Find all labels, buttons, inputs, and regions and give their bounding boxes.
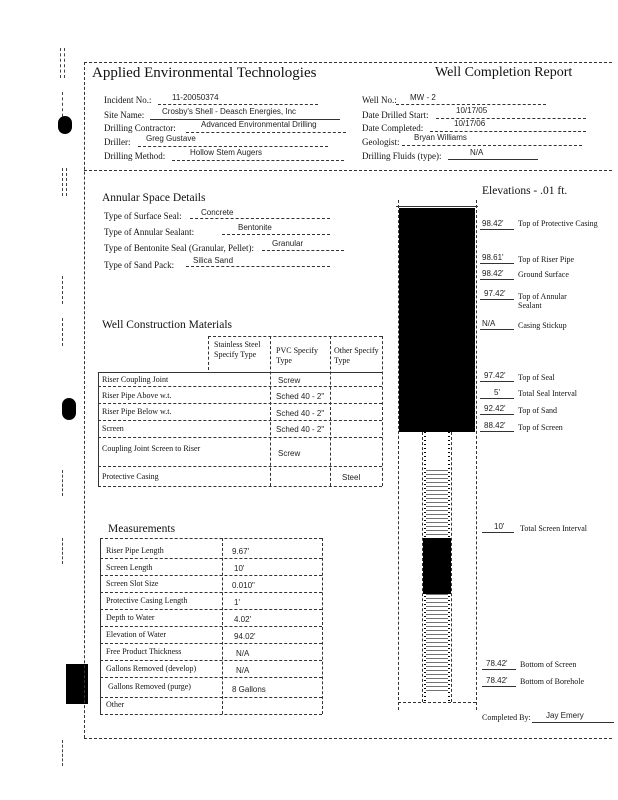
elev-underline — [480, 299, 514, 300]
row-screen-label: Screen — [102, 424, 124, 433]
geologist-value: Bryan Williams — [414, 133, 467, 142]
completed-by-label: Completed By: — [482, 713, 531, 722]
bentonite-seal-line — [262, 250, 344, 251]
table-header-top — [208, 336, 382, 337]
drilling-fluids-label: Drilling Fluids (type): — [362, 151, 442, 161]
elev-underline — [480, 414, 514, 415]
drilling-fluids-value: N/A — [470, 148, 484, 157]
elev-screen-interval-label: Total Screen Interval — [520, 524, 587, 533]
row-divider — [98, 403, 382, 404]
elev-annular-value: 97.42' — [484, 289, 506, 298]
meas-gallons-develop-label: Gallons Removed (develop) — [106, 664, 197, 673]
borehole-right-wall — [476, 200, 477, 710]
table-header-bottom — [98, 372, 382, 373]
meas-riser-length-label: Riser Pipe Length — [106, 546, 164, 555]
bentonite-seal-value: Granular — [272, 239, 304, 248]
driller-line — [138, 146, 328, 147]
table-bottom — [98, 486, 382, 487]
elev-bottom-borehole-value: 78.42' — [486, 676, 508, 685]
elev-seal-interval-value: 5' — [494, 388, 500, 397]
scan-margin-mark — [62, 168, 63, 196]
ground-surface-line — [396, 206, 478, 207]
meas-protective-casing-value: 1' — [234, 598, 240, 607]
meas-row-divider — [100, 643, 322, 644]
frame-left — [84, 62, 85, 738]
annular-sealant-line — [222, 234, 330, 235]
elev-underline — [480, 398, 514, 399]
elev-bottom-screen-value: 78.42' — [486, 659, 508, 668]
meas-slot-size-label: Screen Slot Size — [106, 579, 159, 588]
bentonite-seal-label: Type of Bentonite Seal (Granular, Pellet): — [104, 243, 254, 253]
screen-fill — [423, 538, 451, 594]
drilling-method-value: Hollow Stem Augers — [190, 148, 263, 157]
meas-screen-length-label: Screen Length — [106, 563, 153, 572]
meas-row-divider — [100, 626, 322, 627]
scan-margin-mark — [62, 538, 63, 564]
punch-hole — [58, 116, 72, 134]
well-no-label: Well No.: — [362, 95, 397, 105]
header-divider — [84, 170, 612, 171]
driller-value: Greg Gustave — [146, 134, 196, 143]
drilling-fluids-line — [448, 159, 538, 160]
site-name-value: Crosby's Shell - Deasch Energies, Inc — [162, 107, 297, 116]
table-col-line — [330, 336, 331, 486]
incident-no-label: Incident No.: — [104, 95, 152, 105]
screen-slots — [426, 470, 448, 538]
meas-row-divider — [100, 660, 322, 661]
meas-gallons-develop-value: N/A — [236, 666, 250, 675]
completed-by-line — [532, 722, 614, 723]
elev-top-screen-value: 88.42' — [484, 421, 506, 430]
punch-hole — [62, 398, 76, 420]
screen-slots — [426, 594, 448, 694]
sand-pack-label: Type of Sand Pack: — [104, 260, 175, 270]
scan-margin-mark — [66, 168, 67, 196]
row-riser-coupling-label: Riser Coupling Joint — [102, 375, 169, 384]
table-left-border — [98, 372, 99, 486]
elev-top-riser-label: Top of Riser Pipe — [518, 255, 575, 264]
elev-underline — [480, 329, 514, 330]
meas-free-product-value: N/A — [236, 649, 250, 658]
meas-slot-size-value: 0.010" — [232, 581, 255, 590]
elev-bottom-screen-label: Bottom of Screen — [520, 660, 577, 669]
construction-title: Well Construction Materials — [102, 319, 233, 331]
row-protective-casing-label: Protective Casing — [102, 472, 159, 481]
elev-top-riser-value: 98.61' — [482, 253, 504, 262]
elev-underline — [480, 431, 514, 432]
date-start-value: 10/17/05 — [456, 106, 488, 115]
elev-annular-label: Top of Annular Sealant — [518, 292, 567, 310]
meas-row-divider — [100, 558, 322, 559]
annular-sealant-value: Bentonite — [238, 223, 272, 232]
elev-top-sand-label: Top of Sand — [518, 406, 557, 415]
measurements-title: Measurements — [108, 523, 176, 535]
row-riser-above-pvc: Sched 40 - 2" — [276, 392, 325, 401]
date-completed-value: 10/17/06 — [454, 119, 486, 128]
meas-gallons-purge-value: 8 Gallons — [232, 685, 266, 694]
scan-margin-mark — [62, 276, 63, 304]
meas-bottom — [100, 714, 322, 715]
elev-top-casing-value: 98.42' — [482, 219, 504, 228]
elev-seal-interval-label: Total Seal Interval — [518, 389, 577, 398]
meas-right-border — [322, 538, 323, 714]
meas-other-label: Other — [106, 700, 125, 709]
well-no-line — [396, 104, 546, 105]
table-col-line — [208, 336, 209, 370]
elev-ground-value: 98.42' — [482, 269, 504, 278]
meas-elev-water-value: 94.02' — [234, 632, 256, 641]
sand-pack-line — [186, 266, 330, 267]
driller-label: Driller: — [104, 137, 131, 147]
table-col-line — [270, 336, 271, 486]
date-start-label: Date Drilled Start: — [362, 110, 429, 120]
scan-margin-mark — [62, 470, 63, 496]
frame-bottom — [84, 738, 612, 739]
annular-title: Annular Space Details — [102, 192, 206, 204]
elev-underline — [480, 229, 514, 230]
elev-top-seal-label: Top of Seal — [518, 373, 555, 382]
elev-underline — [480, 381, 514, 382]
scan-margin-mark — [60, 48, 61, 78]
drilling-contractor-label: Drilling Contractor: — [104, 123, 176, 133]
row-protective-casing-other: Steel — [342, 473, 361, 482]
elev-stickup-value: N/A — [482, 319, 496, 328]
meas-row-divider — [100, 609, 322, 610]
elev-top-screen-label: Top of Screen — [518, 423, 563, 432]
elev-underline — [482, 532, 514, 533]
scan-margin-mark — [62, 740, 63, 766]
geologist-label: Geologist: — [362, 137, 400, 147]
elev-bottom-borehole-label: Bottom of Borehole — [520, 677, 584, 686]
row-divider — [98, 420, 382, 421]
elev-underline — [482, 686, 516, 687]
drilling-contractor-line — [186, 132, 346, 133]
well-no-value: MW - 2 — [410, 93, 436, 102]
company-name: Applied Environmental Technologies — [92, 65, 317, 81]
row-coupling-screen-label: Coupling Joint Screen to Riser — [102, 444, 201, 453]
annular-sealant-label: Type of Annular Sealant: — [104, 227, 195, 237]
meas-row-divider — [100, 592, 322, 593]
meas-depth-water-value: 4.02' — [234, 615, 252, 624]
header-other: Other Specify Type — [334, 346, 379, 365]
header-pvc: PVC Specify Type — [276, 346, 318, 365]
scan-margin-mark — [64, 48, 65, 78]
report-title: Well Completion Report — [435, 65, 573, 80]
row-riser-below-pvc: Sched 40 - 2" — [276, 409, 325, 418]
surface-seal-line — [190, 218, 330, 219]
row-riser-below-label: Riser Pipe Below w.t. — [102, 407, 172, 416]
header-stainless: Stainless Steel Specify Type — [214, 340, 261, 359]
surface-seal-label: Type of Surface Seal: — [104, 211, 182, 221]
meas-riser-length-value: 9.67' — [232, 547, 250, 556]
meas-top — [100, 538, 322, 539]
borehole-bottom — [398, 702, 476, 703]
incident-no-value: 11-20050374 — [172, 93, 219, 102]
incident-no-line — [158, 104, 318, 105]
drilling-method-label: Drilling Method: — [104, 151, 166, 161]
riser-pipe-right — [451, 432, 452, 702]
elev-screen-interval-value: 10' — [494, 522, 505, 531]
elev-underline — [482, 669, 516, 670]
row-riser-coupling-pvc: Screw — [278, 376, 301, 385]
elev-stickup-label: Casing Stickup — [518, 321, 567, 330]
date-completed-label: Date Completed: — [362, 123, 424, 133]
elev-underline — [480, 263, 514, 264]
elev-ground-label: Ground Surface — [518, 270, 569, 279]
drilling-contractor-value: Advanced Environmental Drilling — [201, 120, 317, 129]
drilling-method-line — [172, 160, 344, 161]
meas-protective-casing-label: Protective Casing Length — [106, 596, 188, 605]
meas-gallons-purge-label: Gallons Removed (purge) — [108, 682, 191, 691]
row-riser-above-label: Riser Pipe Above w.t. — [102, 391, 172, 400]
meas-row-divider — [100, 697, 322, 698]
elev-top-seal-value: 97.42' — [484, 371, 506, 380]
geologist-line — [402, 145, 582, 146]
row-coupling-screen-pvc: Screw — [278, 449, 301, 458]
meas-elev-water-label: Elevation of Water — [106, 630, 167, 639]
meas-row-divider — [100, 677, 322, 678]
completed-by-value: Jay Emery — [546, 711, 584, 720]
frame-top — [84, 62, 612, 63]
row-divider — [98, 386, 382, 387]
surface-seal-value: Concrete — [201, 208, 234, 217]
site-name-label: Site Name: — [104, 110, 145, 120]
meas-screen-length-value: 10' — [234, 564, 245, 573]
elevations-title: Elevations - .01 ft. — [482, 185, 568, 197]
elev-top-casing-label: Top of Protective Casing — [518, 219, 598, 228]
meas-depth-water-label: Depth to Water — [106, 613, 155, 622]
date-completed-line — [430, 131, 586, 132]
row-screen-pvc: Sched 40 - 2" — [276, 425, 325, 434]
sand-pack-value: Silica Sand — [193, 256, 234, 265]
row-divider — [98, 466, 382, 467]
elev-top-sand-value: 92.42' — [484, 404, 506, 413]
scan-margin-mark — [62, 318, 63, 346]
meas-free-product-label: Free Product Thickness — [106, 647, 182, 656]
annular-seal-fill — [399, 208, 475, 432]
meas-row-divider — [100, 575, 322, 576]
elev-underline — [480, 279, 514, 280]
row-divider — [98, 437, 382, 438]
